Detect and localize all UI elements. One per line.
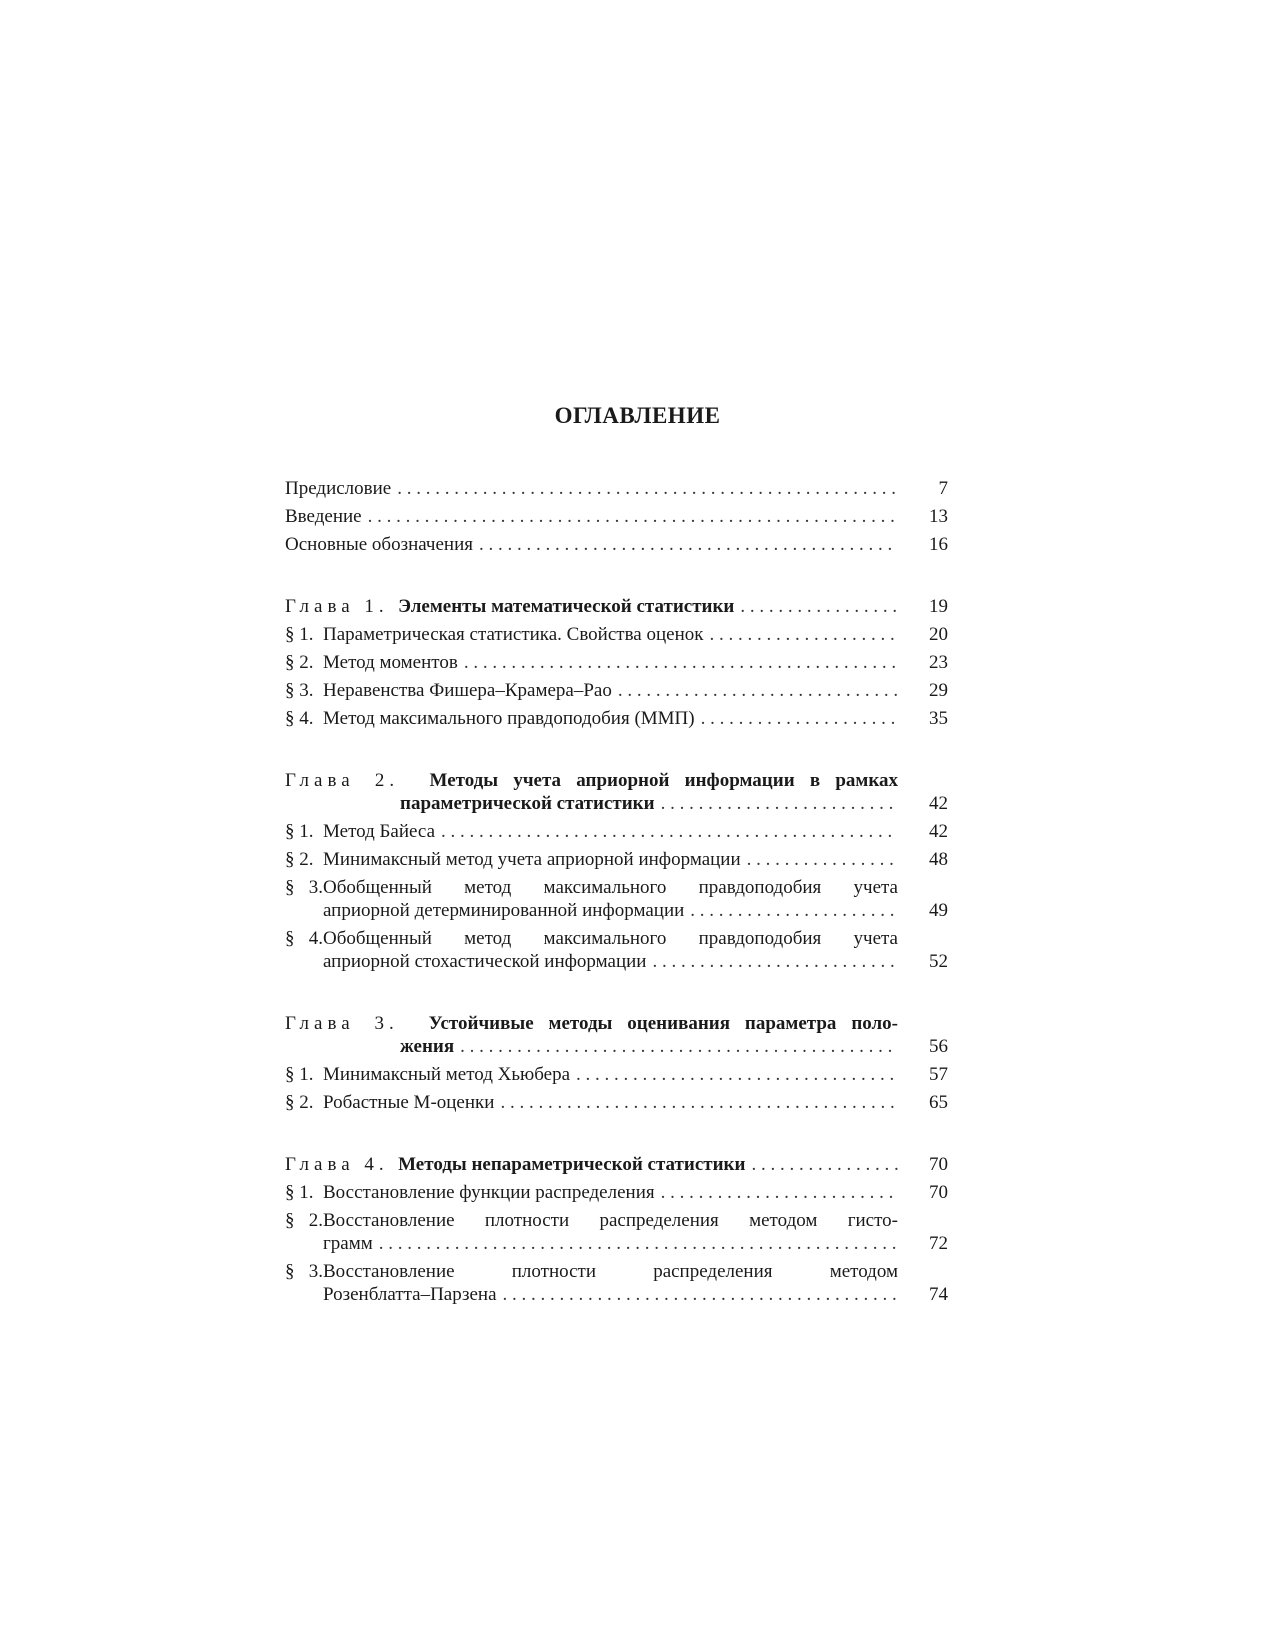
section-title: грамм — [323, 1233, 373, 1254]
toc-page-number: 52 — [929, 951, 948, 972]
section-title: Розенблатта–Парзена — [323, 1284, 497, 1305]
toc-entry-label: Основные обозначения — [285, 534, 473, 555]
toc-page-number: 74 — [929, 1284, 948, 1305]
leader-dots — [397, 477, 898, 500]
leader-dots — [441, 820, 898, 843]
section-title: Минимаксный метод учета априорной информации — [323, 849, 741, 870]
table-of-contents — [285, 477, 948, 1311]
leader-dots — [464, 651, 898, 674]
toc-section-2-4[interactable] — [285, 927, 948, 973]
section-title: Метод максимального правдоподобия (ММП) — [323, 708, 695, 729]
leader-dots — [690, 899, 898, 922]
toc-page-number: 42 — [929, 793, 948, 814]
section-title-line1: Восстановление плотности распределения методом гисто- — [323, 1210, 898, 1231]
section-number: § 1. — [285, 1064, 314, 1085]
section-number: § 4. — [285, 708, 314, 729]
section-title: Параметрическая статистика. Свойства оценок — [323, 624, 704, 645]
leader-dots — [503, 1283, 898, 1306]
section-title: Метод моментов — [323, 652, 458, 673]
section-title: Минимаксный метод Хьюбера — [323, 1064, 571, 1085]
toc-page-number: 72 — [929, 1233, 948, 1254]
section-title: априорной детерминированной информации — [323, 900, 685, 921]
toc-page-number: 49 — [929, 900, 948, 921]
section-title-line1: Обобщенный метод максимального правдоподобия учета — [323, 877, 898, 898]
toc-entry-label: Введение — [285, 506, 362, 527]
leader-dots — [652, 950, 898, 973]
toc-page-number: 70 — [929, 1154, 948, 1175]
toc-section-1-2[interactable] — [285, 651, 948, 674]
toc-entry-introduction[interactable] — [285, 505, 948, 528]
leader-dots — [618, 679, 898, 702]
chapter-prefix: Глава 4. — [285, 1154, 389, 1175]
toc-page-number: 20 — [929, 624, 948, 645]
toc-page-number: 35 — [929, 708, 948, 729]
toc-page-number: 29 — [929, 680, 948, 701]
toc-page-number: 19 — [929, 596, 948, 617]
section-title: Восстановление функции распределения — [323, 1182, 655, 1203]
leader-dots — [479, 533, 898, 556]
toc-page-number: 13 — [929, 506, 948, 527]
section-number: § 2. — [285, 1210, 323, 1231]
toc-page-number: 16 — [929, 534, 948, 555]
section-number: § 4. — [285, 928, 323, 949]
section-number: § 1. — [285, 821, 314, 842]
toc-entry-notation[interactable] — [285, 533, 948, 556]
section-number: § 2. — [285, 849, 314, 870]
page-title: ОГЛАВЛЕНИЕ — [554, 403, 721, 428]
toc-section-4-1[interactable] — [285, 1181, 948, 1204]
section-number: § 2. — [285, 1092, 314, 1113]
toc-section-2-3[interactable] — [285, 876, 948, 922]
chapter-title: Элементы математической статистики — [398, 596, 735, 617]
leader-dots — [500, 1091, 898, 1114]
toc-page-number: 65 — [929, 1092, 948, 1113]
leader-dots — [751, 1153, 898, 1176]
toc-section-1-4[interactable] — [285, 707, 948, 730]
chapter-title: жения — [400, 1036, 455, 1057]
toc-page-number: 7 — [938, 478, 948, 499]
leader-dots — [661, 1181, 898, 1204]
toc-page-number: 56 — [929, 1036, 948, 1057]
toc-chapter-1[interactable] — [285, 595, 948, 618]
leader-dots — [368, 505, 898, 528]
chapter-prefix: Глава 3. — [285, 1013, 399, 1034]
toc-page-number: 48 — [929, 849, 948, 870]
leader-dots — [661, 792, 898, 815]
toc-section-4-3[interactable] — [285, 1260, 948, 1306]
leader-dots — [740, 595, 898, 618]
toc-entry-preface[interactable] — [285, 477, 948, 500]
toc-section-1-3[interactable] — [285, 679, 948, 702]
section-title: Неравенства Фишера–Крамера–Рао — [323, 680, 612, 701]
toc-section-3-1[interactable] — [285, 1063, 948, 1086]
section-title: априорной стохастической информации — [323, 951, 647, 972]
chapter-prefix: Глава 2. — [285, 770, 400, 791]
leader-dots — [379, 1232, 898, 1255]
section-number: § 2. — [285, 652, 314, 673]
toc-chapter-3[interactable] — [285, 1012, 948, 1058]
toc-section-1-1[interactable] — [285, 623, 948, 646]
chapter-title-line1: Устойчивые методы оценивания параметра поло- — [428, 1013, 899, 1034]
section-title-line1: Восстановление плотности распределения методом — [323, 1261, 898, 1282]
toc-page-number: 23 — [929, 652, 948, 673]
section-number: § 3. — [285, 680, 314, 701]
toc-chapter-2[interactable] — [285, 769, 948, 815]
section-title: Метод Байеса — [323, 821, 436, 842]
toc-page-number: 70 — [929, 1182, 948, 1203]
leader-dots — [701, 707, 898, 730]
chapter-title-line1: Методы учета априорной информации в рамках — [429, 770, 899, 791]
toc-page-number: 57 — [929, 1064, 948, 1085]
leader-dots — [460, 1035, 898, 1058]
leader-dots — [710, 623, 899, 646]
section-number: § 3. — [285, 877, 323, 898]
toc-page-number: 42 — [929, 821, 948, 842]
leader-dots — [576, 1063, 898, 1086]
chapter-prefix: Глава 1. — [285, 596, 389, 617]
section-title-line1: Обобщенный метод максимального правдоподобия учета — [323, 928, 898, 949]
chapter-title: параметрической статистики — [400, 793, 655, 814]
toc-section-3-2[interactable] — [285, 1091, 948, 1114]
section-number: § 3. — [285, 1261, 323, 1282]
toc-entry-label: Предисловие — [285, 478, 392, 499]
section-number: § 1. — [285, 1182, 314, 1203]
toc-chapter-4[interactable] — [285, 1153, 948, 1176]
toc-section-2-2[interactable] — [285, 848, 948, 871]
section-number: § 1. — [285, 624, 314, 645]
toc-section-2-1[interactable] — [285, 820, 948, 843]
section-title: Робастные М-оценки — [323, 1092, 495, 1113]
chapter-title: Методы непараметрической статистики — [398, 1154, 746, 1175]
toc-section-4-2[interactable] — [285, 1209, 948, 1255]
leader-dots — [747, 848, 898, 871]
